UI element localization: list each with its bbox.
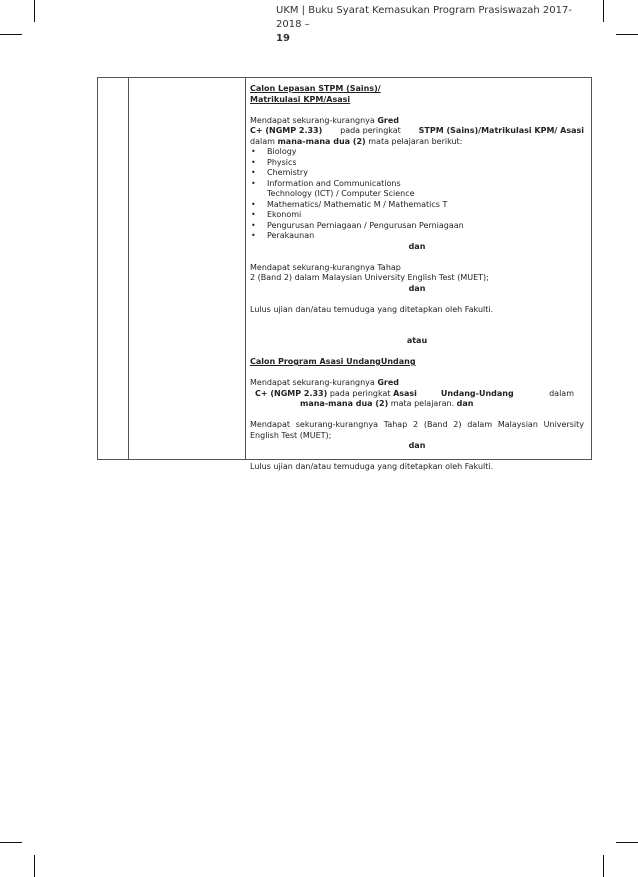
crop-mark-top-right-vertical	[603, 0, 604, 22]
subject-list	[250, 147, 584, 189]
muet-requirement-line1: Mendapat sekurang-kurangnya Tahap	[250, 262, 401, 272]
muet-requirement-line2: 2 (Band 2) dalam Malaysian University English Test (MUET);	[250, 273, 489, 282]
section2-requirement-line3: mana-mana dua (2) mata pelajaran. dan	[300, 399, 474, 408]
header-title: UKM | Buku Syarat Kemasukan Program Prasiswazah 2017-2018 –	[276, 5, 572, 30]
section2-requirement-line1: Mendapat sekurang-kurangnya Gred	[250, 378, 400, 387]
connector-atau: atau	[406, 336, 428, 345]
connector-dan: dan	[408, 441, 426, 450]
section1-requirement-line2: C+ (NGMP 2.33) pada peringkat STPM (Sains)/Matrikulasi KPM/ Asasi	[250, 126, 584, 135]
section1-title-line1: Calon Lepasan STPM (Sains)/	[250, 84, 381, 93]
list-item: • Perakaunan	[250, 231, 584, 242]
section2-requirement-line2: C+ (NGMP 2.33) pada peringkat Asasi Undang-Undang dalam	[255, 388, 574, 398]
section1-title-line2: Matrikulasi KPM/Asasi	[250, 94, 351, 104]
page-number: 19	[276, 33, 290, 44]
crop-mark-bottom-right-horizontal	[616, 842, 638, 843]
crop-mark-bottom-right-vertical	[603, 855, 604, 877]
table-column-divider-2	[245, 78, 246, 459]
list-item: • Chemistry	[250, 168, 584, 179]
list-item: • Ekonomi	[250, 210, 584, 221]
faculty-test-requirement: Lulus ujian dan/atau temuduga yang ditetapkan oleh Fakulti.	[250, 304, 494, 314]
crop-mark-top-left-vertical	[34, 0, 35, 22]
list-item: • Biology	[250, 147, 584, 158]
crop-mark-top-left-horizontal	[0, 34, 22, 35]
list-item: • Pengurusan Perniagaan / Pengurusan Perniagaan	[250, 221, 584, 232]
connector-dan: dan	[408, 241, 426, 251]
section1-requirement-line1: Mendapat sekurang-kurangnya Gred	[250, 115, 400, 125]
section2-title: Calon Program Asasi UndangUndang	[250, 357, 416, 366]
crop-mark-bottom-left-vertical	[34, 855, 35, 877]
connector-dan: dan	[408, 283, 426, 293]
subject-continuation: Technology (ICT) / Computer Science	[267, 189, 415, 198]
requirements-table	[97, 77, 592, 471]
list-item: • Physics	[250, 158, 584, 169]
table-column-divider-1	[128, 78, 129, 459]
crop-mark-bottom-left-horizontal	[0, 842, 22, 843]
section2-faculty-test-requirement: Lulus ujian dan/atau temuduga yang ditetapkan oleh Fakulti.	[250, 462, 494, 471]
section2-muet-requirement: Mendapat sekurang-kurangnya Tahap 2 (Band 2) dalam Malaysian University English Test (MUET);	[250, 420, 584, 440]
subject-list-continued	[250, 200, 584, 242]
page-header	[276, 4, 596, 46]
list-item: • Mathematics/ Mathematic M / Mathematics T	[250, 200, 584, 211]
crop-mark-top-right-horizontal	[616, 34, 638, 35]
requirements-cell	[250, 84, 584, 473]
section1-requirement-line3: dalam mana-mana dua (2) mata pelajaran berikut:	[250, 136, 463, 146]
list-item: • Information and Communications	[250, 179, 584, 190]
